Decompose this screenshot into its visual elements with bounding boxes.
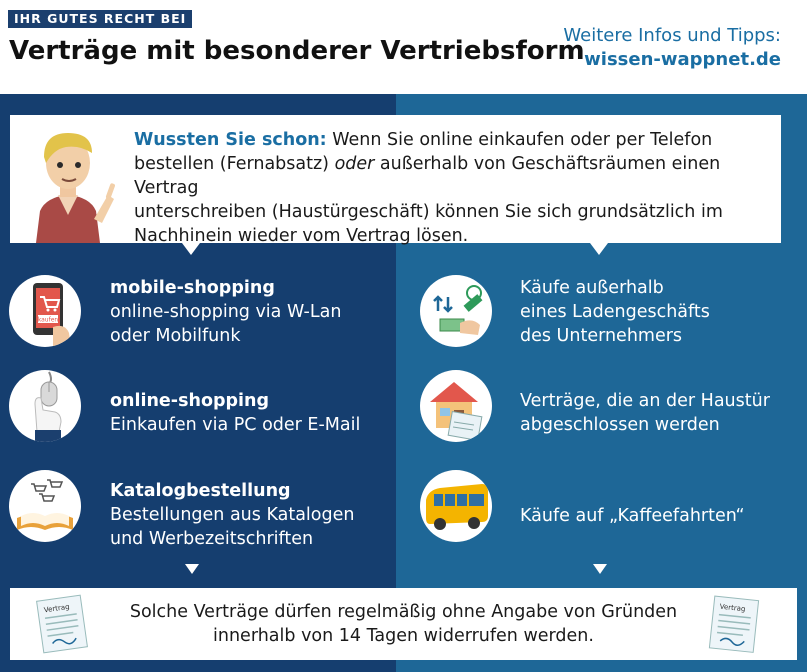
mobile-shopping-line1: online-shopping via W-Lan <box>110 302 342 322</box>
page-title: Verträge mit besonderer Vertriebsform <box>9 36 585 66</box>
online-shopping-heading: online-shopping <box>110 391 270 411</box>
person-pointing-icon <box>16 123 128 243</box>
online-shopping-circle <box>9 370 81 442</box>
online-shopping-text <box>110 389 360 437</box>
outside-store-line3: des Unternehmers <box>520 326 683 346</box>
catalog-line2: und Werbezeitschriften <box>110 529 314 549</box>
doc-label-right: Vertrag <box>719 602 746 614</box>
callout-line3: unterschreiben (Haustürgeschäft) können Sie sich grundsätzlich im <box>134 202 723 222</box>
coffee-trip-text <box>520 504 745 528</box>
outside-store-line2: eines Ladengeschäfts <box>520 302 710 322</box>
info-block <box>563 24 781 72</box>
doorstep-circle <box>420 370 492 442</box>
cash-exchange-icon <box>420 275 492 347</box>
catalog-book-icon <box>9 470 81 542</box>
mobile-shopping-text <box>110 276 341 348</box>
header-badge: IHR GUTES RECHT BEI <box>8 10 192 28</box>
info-url-link[interactable]: wissen-wappnet.de <box>584 49 781 70</box>
online-shopping-line1: Einkaufen via PC oder E-Mail <box>110 415 361 435</box>
callout-line4: Nachhinein wieder vom Vertrag lösen. <box>134 226 469 246</box>
smartphone-cart-icon <box>9 275 81 347</box>
callout-emphasis: oder <box>334 154 375 174</box>
coffee-trip-line1: Käufe auf „Kaffeefahrten“ <box>520 506 745 526</box>
house-contract-icon <box>420 370 492 442</box>
arrow-down-right <box>593 564 607 574</box>
info-callout <box>10 115 781 246</box>
callout-text <box>134 128 774 248</box>
catalog-line1: Bestellungen aus Katalogen <box>110 505 355 525</box>
mobile-shopping-line2: oder Mobilfunk <box>110 326 241 346</box>
doorstep-line2: abgeschlossen werden <box>520 415 720 435</box>
mobile-shopping-heading: mobile-shopping <box>110 278 275 298</box>
outside-store-circle <box>420 275 492 347</box>
kaufen-label: kaufen <box>37 316 59 324</box>
callout-line2b: außerhalb von Geschäftsräumen einen Vertrag <box>134 154 721 198</box>
footer-line2: innerhalb von 14 Tagen widerrufen werden. <box>213 626 594 646</box>
outside-store-text <box>520 276 710 348</box>
mobile-shopping-circle <box>9 275 81 347</box>
callout-line1: Wenn Sie online einkaufen oder per Telefon <box>326 130 713 150</box>
callout-pointer-left <box>182 243 200 255</box>
coffee-trip-circle <box>420 470 492 542</box>
callout-lead: Wussten Sie schon: <box>134 130 327 150</box>
doorstep-text <box>520 389 770 437</box>
catalog-heading: Katalogbestellung <box>110 481 291 501</box>
callout-pointer-right <box>590 243 608 255</box>
catalog-text <box>110 479 354 551</box>
mouse-click-icon <box>9 370 81 442</box>
bus-icon <box>420 470 492 542</box>
footer-box <box>10 588 797 660</box>
header <box>0 0 807 94</box>
outside-store-line1: Käufe außerhalb <box>520 278 664 298</box>
contract-document-icon-right <box>702 594 764 654</box>
arrow-down-left <box>185 564 199 574</box>
doc-label-left: Vertrag <box>43 602 71 615</box>
info-label: Weitere Infos und Tipps: <box>563 25 781 46</box>
footer-line1: Solche Verträge dürfen regelmäßig ohne Angabe von Gründen <box>129 602 678 622</box>
callout-line2a: bestellen (Fernabsatz) <box>134 154 335 174</box>
doorstep-line1: Verträge, die an der Haustür <box>520 391 770 411</box>
catalog-circle <box>9 470 81 542</box>
footer-text <box>10 600 797 648</box>
